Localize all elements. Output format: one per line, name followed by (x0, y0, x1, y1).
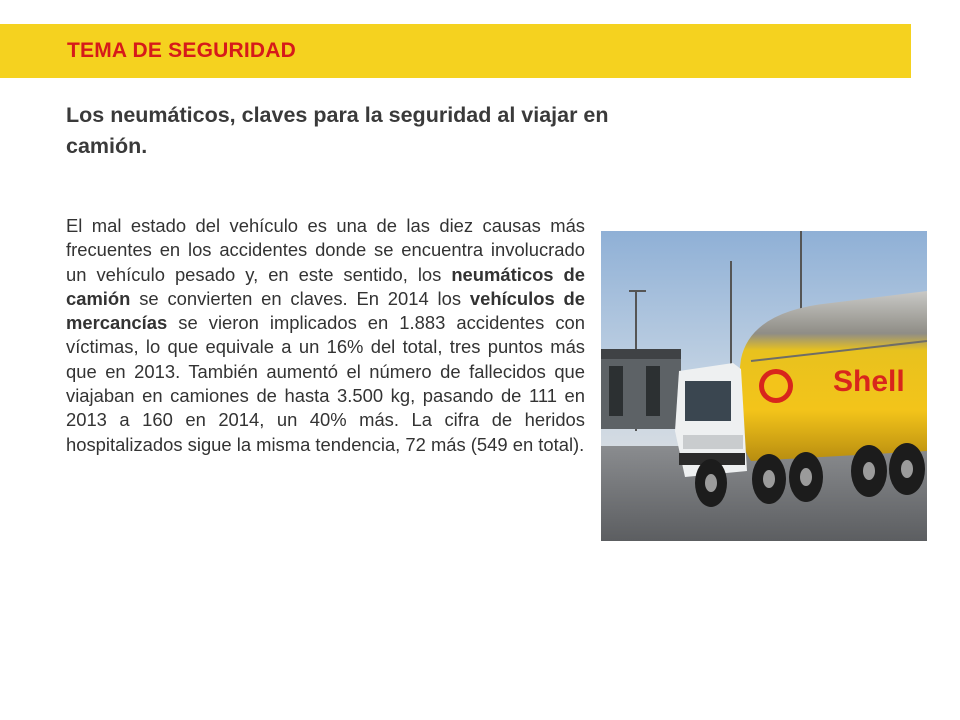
section-title: TEMA DE SEGURIDAD (67, 39, 296, 62)
article-body (66, 214, 585, 457)
body-bold-tyres: neumáticos de camión (66, 263, 585, 309)
body-text-2: se convierten en claves. En 2014 los (130, 287, 470, 309)
section-banner (0, 24, 911, 78)
body-text-1: El mal estado del vehículo es una de las diez causas más frecuentes en los accidentes donde se encuentra involucrado un vehículo pesado y, en este sentido, los (66, 215, 585, 285)
body-text-3: se vieron implicados en 1.883 accidentes con víctimas, lo que equivale a un 16% del total, tres puntos más que en 2013. También aumentó el número de fallecidos que viajaban en camiones de hasta 3.500 kg, pasando de 111 en 2013 a 160 en 2014, un 40% más. La cifra de heridos hospitalizados sigue la misma tendencia, 72 más (549 en total). (66, 312, 585, 455)
page-headline: Los neumáticos, claves para la seguridad al viajar en camión. (66, 103, 609, 158)
body-bold-goods-vehicles: vehículos de mercancías (66, 287, 585, 334)
shell-logo-text: Shell (833, 365, 905, 398)
truck-photo (601, 231, 927, 541)
